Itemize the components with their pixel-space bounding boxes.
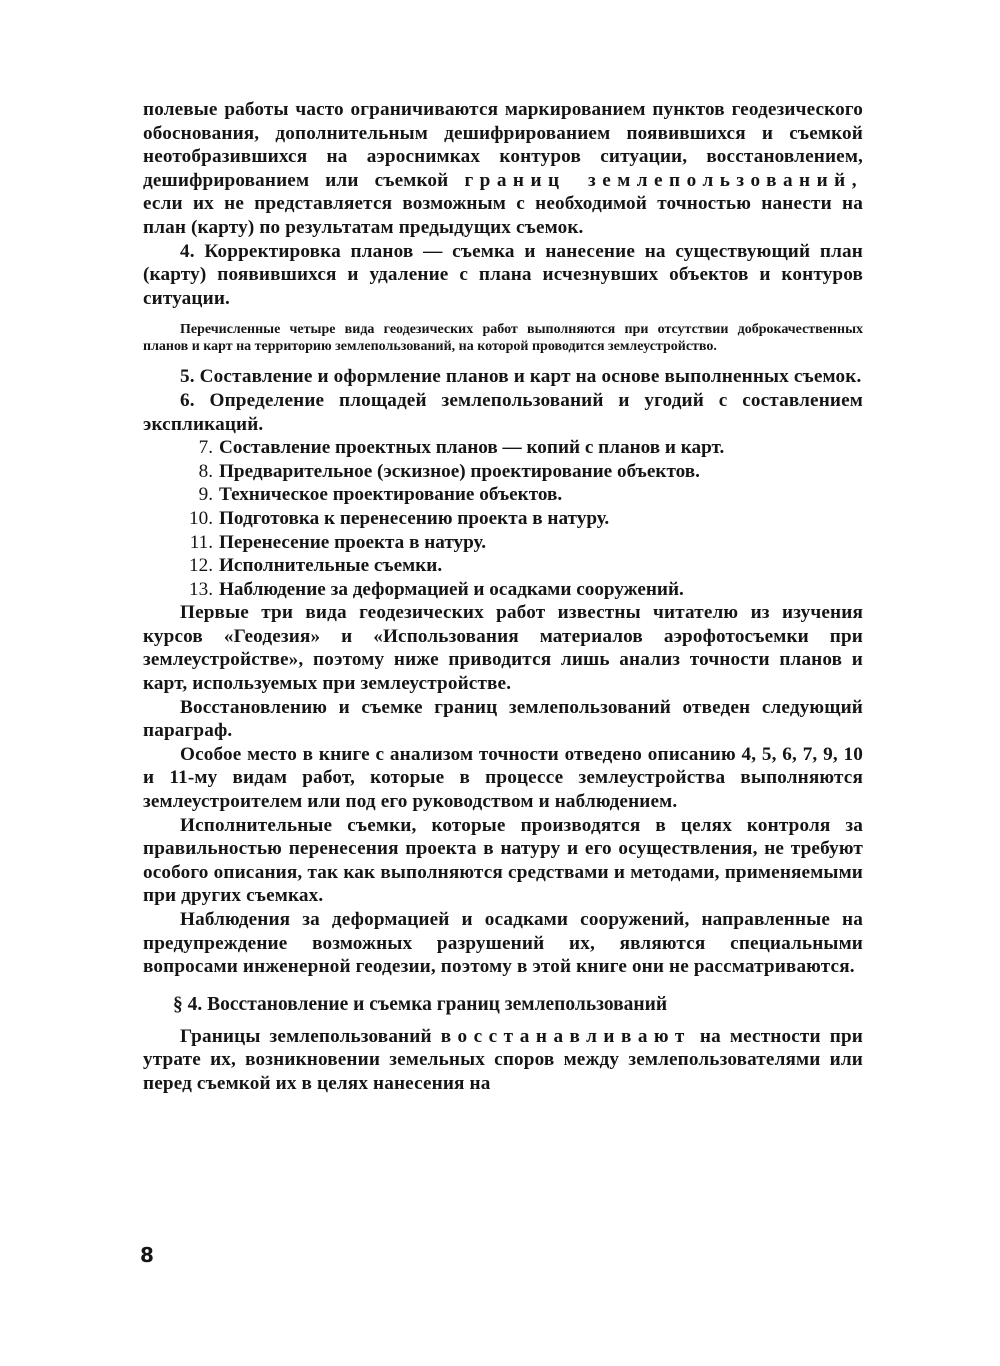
page-number: 8 (140, 1243, 154, 1267)
list-item-number: 13. (189, 578, 213, 600)
list-item (143, 578, 863, 602)
list-item-text: Предварительное (эскизное) проектирование объектов. (219, 460, 700, 482)
footnote-note: Перечисленные четыре вида геодезических работ выполняются при отсутствии доброкачественных планов и карт на территорию землепользований, на которой проводится землеустройство. (143, 322, 863, 354)
list-item (143, 436, 863, 460)
section-opening-paragraph (143, 1025, 863, 1096)
list-item-text: Техническое проектирование объектов. (219, 484, 563, 506)
list-item-text: Исполнительные съемки. (219, 555, 443, 577)
list-item-number: 7. (198, 437, 213, 459)
intro-text-part1: полевые работы часто ограничиваются маркированием пунктов геодезического обоснования, дополнительным дешифрированием появившихся и съемкой неотобразившихся на аэроснимках контуров ситуации, восстановлением, дешифрированием или съемкой (143, 99, 863, 191)
numbered-list (143, 436, 863, 601)
list-item-number: 9. (198, 484, 213, 506)
body-paragraph-2: Восстановлению и съемке границ землепользований отведен следующий параграф. (143, 696, 863, 742)
item-6-text: Определение площадей землепользований и угодий с составлением экспликаций. (143, 389, 863, 435)
list-item-number: 8. (198, 460, 213, 482)
page-body (143, 98, 863, 1096)
list-item-text: Наблюдение за деформацией и осадками сооружений. (219, 578, 684, 600)
list-item-text: Подготовка к перенесению проекта в натуру. (219, 507, 610, 529)
list-item-number: 11. (189, 531, 213, 553)
intro-paragraph (143, 98, 863, 240)
item-5-paragraph (143, 365, 863, 389)
opening-spaced-term: восстанавливают (440, 1025, 691, 1047)
body-paragraph-3: Особое место в книге с анализом точности отведено описанию 4, 5, 6, 7, 9, 10 и 11-му видам работ, которые в процессе землеустройства выполняются землеустроителем или под его руководством и наблюдением. (143, 743, 863, 813)
item-5-text: Составление и оформление планов и карт на основе выполненных съемок. (199, 366, 862, 388)
list-item (143, 507, 863, 531)
list-item-number: 12. (189, 555, 213, 577)
intro-spaced-term: границ землепользований, (464, 169, 863, 191)
list-item-number: 10. (189, 507, 213, 529)
list-item-text: Составление проектных планов — копий с планов и карт. (219, 437, 725, 459)
body-paragraph-5: Наблюдения за деформацией и осадками сооружений, направленные на предупреждение возможных разрушений их, являются специальными вопросами инженерной геодезии, поэтому в этой книге они не рассматриваются. (143, 909, 863, 978)
item-4-paragraph: 4. Корректировка планов — съемка и нанесение на существующий план (карту) появившихся и удаление с плана исчезнувших объектов и контуров ситуации. (143, 240, 863, 309)
list-item (143, 460, 863, 484)
body-paragraph-1: Первые три вида геодезических работ известны читателю из изучения курсов «Геодезия» и «Использования материалов аэрофотосъемки при землеустройстве», поэтому ниже приводится лишь анализ точности планов и карт, используемых при землеустройстве. (143, 602, 863, 695)
list-item (143, 531, 863, 555)
opening-text-part1: Границы землепользований (180, 1025, 441, 1047)
list-item (143, 483, 863, 507)
list-item (143, 554, 863, 578)
list-item-text: Перенесение проекта в натуру. (219, 531, 487, 553)
opening-text-part2: на местности при утрате их, возникновении земельных споров между землепользователями или перед съемкой их в целях нанесения на (143, 1025, 863, 1094)
item-6-number: 6. (180, 389, 195, 411)
item-5-number: 5. (180, 366, 195, 388)
item-6-paragraph (143, 389, 863, 436)
body-paragraph-4: Исполнительные съемки, которые производятся в целях контроля за правильностью перенесения проекта в натуру и его осуществления, не требуют особого описания, так как выполняются средствами и методами, применяемыми при других съемках. (143, 814, 863, 907)
section-heading: § 4. Восстановление и съемка границ землепользований (173, 993, 668, 1015)
intro-text-part2: если их не представляется возможным с необходимой точностью нанести на план (карту) по результатам предыдущих съемок. (143, 193, 863, 238)
